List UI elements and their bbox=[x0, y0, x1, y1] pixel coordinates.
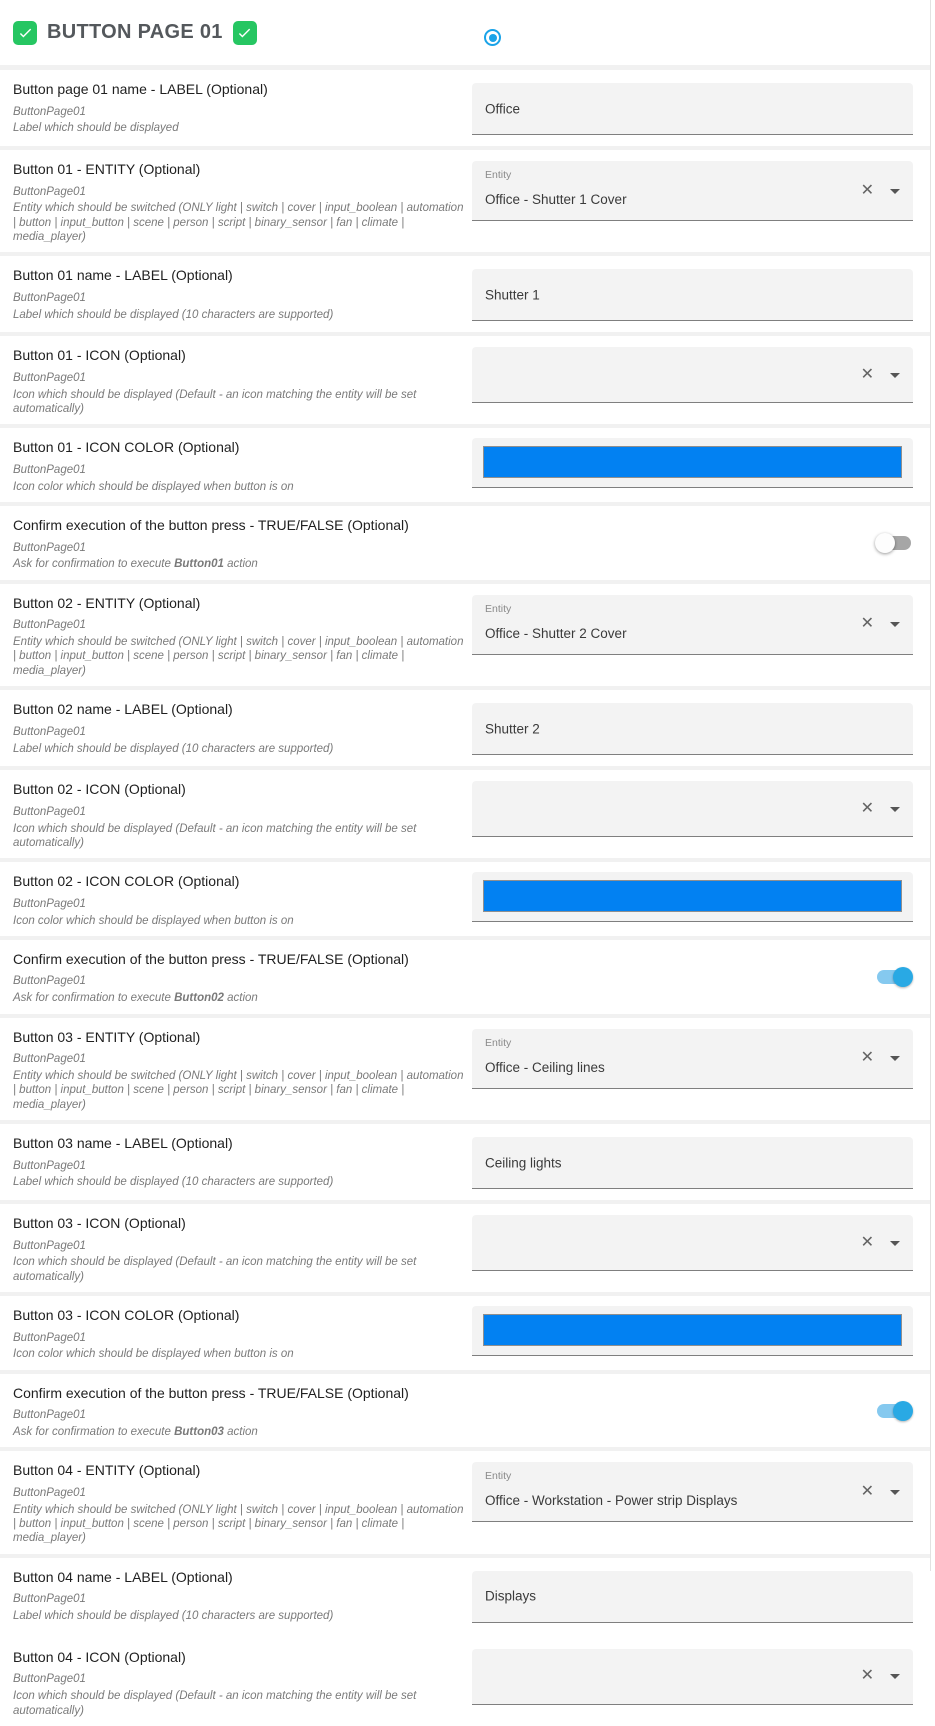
setting-field-area bbox=[472, 256, 913, 332]
setting-text-block bbox=[13, 517, 465, 572]
setting-field-area bbox=[472, 690, 913, 766]
setting-title: Button 02 - ICON COLOR (Optional) bbox=[13, 873, 240, 890]
setting-title: Button 03 - ENTITY (Optional) bbox=[13, 1028, 201, 1045]
input-field[interactable] bbox=[472, 1137, 913, 1189]
field-value: Shutter 1 bbox=[485, 287, 540, 303]
setting-subtitle: ButtonPage01 bbox=[13, 291, 86, 304]
setting-subtitle: ButtonPage01 bbox=[13, 1673, 86, 1686]
setting-text-block bbox=[13, 1569, 465, 1624]
settings-row-entity bbox=[0, 1451, 930, 1553]
dropdown-arrow-icon[interactable] bbox=[890, 1674, 900, 1679]
setting-title: Button 02 name - LABEL (Optional) bbox=[13, 701, 233, 718]
input-field[interactable] bbox=[472, 1215, 913, 1271]
setting-text-block bbox=[13, 1215, 465, 1284]
setting-description-text: Icon color which should be displayed when button is on bbox=[13, 1348, 294, 1361]
setting-description-bold: Button01 bbox=[174, 558, 224, 571]
setting-description-text: Entity which should be switched (ONLY light | switch | cover | input_boolean | automation | button | input_button | scene | person | script | binary_sensor | fan | climate | media_player) bbox=[13, 1503, 464, 1545]
setting-text-block bbox=[13, 781, 465, 850]
toggle-switch[interactable] bbox=[875, 1401, 913, 1421]
setting-description-text: Entity which should be switched (ONLY light | switch | cover | input_boolean | automation | button | input_button | scene | person | script | binary_sensor | fan | climate | media_player) bbox=[13, 1069, 464, 1111]
setting-subtitle: ButtonPage01 bbox=[13, 541, 86, 554]
input-field[interactable] bbox=[472, 703, 913, 755]
setting-description bbox=[13, 822, 465, 851]
setting-text-block bbox=[13, 1307, 465, 1362]
setting-text-block bbox=[13, 81, 465, 136]
input-field[interactable] bbox=[472, 595, 913, 655]
setting-title: Button 01 - ENTITY (Optional) bbox=[13, 161, 201, 177]
setting-description bbox=[13, 121, 465, 135]
check-icon bbox=[13, 21, 37, 45]
field-floating-label: Entity bbox=[485, 602, 512, 615]
setting-description-text: Icon color which should be displayed when button is on bbox=[13, 480, 294, 493]
input-field[interactable] bbox=[472, 1306, 913, 1356]
setting-description-suffix: action bbox=[223, 992, 258, 1005]
toggle-thumb bbox=[893, 967, 913, 987]
input-field[interactable] bbox=[472, 83, 913, 135]
setting-field-area bbox=[472, 1558, 913, 1634]
clear-icon[interactable]: ✕ bbox=[860, 1049, 874, 1067]
clear-icon[interactable]: ✕ bbox=[860, 365, 874, 383]
setting-description bbox=[13, 1069, 465, 1112]
setting-description-text: Label which should be displayed (10 characters are supported) bbox=[13, 742, 334, 755]
setting-description bbox=[13, 742, 465, 756]
setting-description-text: Label which should be displayed bbox=[13, 122, 179, 135]
setting-title: Button 04 name - LABEL (Optional) bbox=[13, 1568, 233, 1585]
setting-description-text: Ask for confirmation to execute bbox=[13, 1426, 175, 1439]
radio-button-selected[interactable] bbox=[484, 29, 501, 46]
color-swatch[interactable] bbox=[483, 446, 902, 478]
setting-description-suffix: action bbox=[223, 558, 258, 571]
setting-title: Button 01 name - LABEL (Optional) bbox=[13, 267, 233, 284]
setting-field-area bbox=[472, 1296, 913, 1370]
setting-title: Confirm execution of the button press - TRUE/FALSE (Optional) bbox=[13, 950, 409, 967]
setting-subtitle: ButtonPage01 bbox=[13, 1331, 86, 1344]
field-value: Shutter 2 bbox=[485, 721, 540, 737]
setting-subtitle: ButtonPage01 bbox=[13, 463, 86, 476]
settings-row-color bbox=[0, 862, 930, 936]
field-value: Office - Workstation - Power strip Displays bbox=[485, 1493, 738, 1509]
setting-text-block bbox=[13, 873, 465, 928]
settings-list bbox=[0, 70, 930, 1726]
setting-subtitle: ButtonPage01 bbox=[13, 371, 86, 384]
setting-title: Button 03 - ICON (Optional) bbox=[13, 1215, 186, 1232]
clear-icon[interactable]: ✕ bbox=[860, 1482, 874, 1500]
setting-field-area bbox=[472, 1638, 913, 1726]
setting-description bbox=[13, 1425, 465, 1439]
clear-icon[interactable]: ✕ bbox=[860, 1233, 874, 1251]
field-floating-label: Entity bbox=[485, 169, 512, 181]
dropdown-arrow-icon[interactable] bbox=[890, 1241, 900, 1246]
clear-icon[interactable]: ✕ bbox=[860, 615, 874, 633]
setting-subtitle: ButtonPage01 bbox=[13, 1593, 86, 1606]
setting-description-bold: Button02 bbox=[174, 992, 224, 1005]
setting-title: Confirm execution of the button press - TRUE/FALSE (Optional) bbox=[13, 517, 409, 534]
setting-text-block bbox=[13, 701, 465, 756]
setting-description-text: Label which should be displayed (10 characters are supported) bbox=[13, 1176, 334, 1189]
settings-row-icon bbox=[0, 770, 930, 858]
setting-text-block bbox=[13, 439, 465, 494]
toggle-switch[interactable] bbox=[875, 967, 913, 987]
input-field[interactable] bbox=[472, 161, 913, 221]
setting-subtitle: ButtonPage01 bbox=[13, 1159, 86, 1172]
settings-row-text bbox=[0, 690, 930, 766]
setting-title: Confirm execution of the button press - TRUE/FALSE (Optional) bbox=[13, 1384, 409, 1401]
setting-description bbox=[13, 308, 465, 322]
setting-text-block bbox=[13, 161, 465, 244]
settings-row-entity bbox=[0, 150, 930, 252]
setting-title: Button 01 - ICON COLOR (Optional) bbox=[13, 439, 240, 456]
settings-row-entity bbox=[0, 584, 930, 686]
setting-description bbox=[13, 480, 465, 494]
setting-description-text: Icon color which should be displayed when button is on bbox=[13, 914, 294, 927]
setting-field-area bbox=[472, 1124, 913, 1200]
dropdown-arrow-icon[interactable] bbox=[890, 1056, 900, 1061]
setting-field-area bbox=[472, 1451, 913, 1553]
input-field[interactable] bbox=[472, 1649, 913, 1705]
check-icon bbox=[233, 21, 257, 45]
setting-field-area bbox=[472, 1374, 913, 1448]
setting-description bbox=[13, 201, 465, 244]
setting-field-area bbox=[472, 770, 913, 858]
setting-description-suffix: action bbox=[223, 1426, 258, 1439]
setting-description-text: Icon which should be displayed (Default - an icon matching the entity will be set automatically) bbox=[13, 1256, 417, 1283]
settings-row-color bbox=[0, 1296, 930, 1370]
setting-title: Button 04 - ENTITY (Optional) bbox=[13, 1462, 201, 1479]
settings-row-icon bbox=[0, 1638, 930, 1726]
setting-description-text: Entity which should be switched (ONLY light | switch | cover | input_boolean | automation | button | input_button | scene | person | script | binary_sensor | fan | climate | media_player) bbox=[13, 202, 464, 244]
setting-text-block bbox=[13, 347, 465, 416]
dropdown-arrow-icon[interactable] bbox=[890, 1490, 900, 1495]
setting-description-text: Ask for confirmation to execute bbox=[13, 558, 175, 571]
settings-row-text bbox=[0, 256, 930, 332]
settings-row-toggle bbox=[0, 940, 930, 1014]
settings-row-icon bbox=[0, 1204, 930, 1292]
input-field[interactable] bbox=[472, 872, 913, 922]
setting-subtitle: ButtonPage01 bbox=[13, 1486, 86, 1499]
setting-description-text: Icon which should be displayed (Default - an icon matching the entity will be set automatically) bbox=[13, 388, 417, 416]
setting-description-text: Icon which should be displayed (Default - an icon matching the entity will be set automatically) bbox=[13, 822, 417, 849]
setting-description bbox=[13, 1175, 465, 1189]
setting-subtitle: ButtonPage01 bbox=[13, 897, 86, 910]
setting-description bbox=[13, 635, 465, 678]
setting-description bbox=[13, 1255, 465, 1284]
input-field[interactable] bbox=[472, 269, 913, 321]
input-field[interactable] bbox=[472, 347, 913, 403]
dropdown-arrow-icon[interactable] bbox=[890, 807, 900, 812]
color-swatch[interactable] bbox=[483, 880, 902, 912]
setting-field-area bbox=[472, 1204, 913, 1292]
settings-row-entity bbox=[0, 1018, 930, 1120]
page-title: BUTTON PAGE 01 bbox=[47, 21, 223, 43]
setting-description bbox=[13, 1503, 465, 1546]
setting-text-block bbox=[13, 1462, 465, 1545]
setting-subtitle: ButtonPage01 bbox=[13, 1053, 86, 1066]
setting-text-block bbox=[13, 1385, 465, 1440]
setting-field-area bbox=[472, 336, 913, 424]
setting-text-block bbox=[13, 1649, 465, 1718]
input-field[interactable] bbox=[472, 1571, 913, 1623]
setting-title: Button 02 - ENTITY (Optional) bbox=[13, 594, 201, 611]
setting-title: Button 03 name - LABEL (Optional) bbox=[13, 1135, 233, 1152]
setting-description bbox=[13, 1347, 465, 1361]
field-floating-label: Entity bbox=[485, 1470, 512, 1483]
field-value: Office - Ceiling lines bbox=[485, 1059, 605, 1075]
settings-row-text bbox=[0, 1558, 930, 1634]
setting-description-text: Entity which should be switched (ONLY light | switch | cover | input_boolean | automation | button | input_button | scene | person | script | binary_sensor | fan | climate | media_player) bbox=[13, 636, 464, 677]
input-field[interactable] bbox=[472, 1462, 913, 1522]
toggle-thumb bbox=[875, 533, 895, 553]
dropdown-arrow-icon[interactable] bbox=[890, 622, 900, 627]
setting-description bbox=[13, 557, 465, 571]
field-floating-label: Entity bbox=[485, 1036, 512, 1049]
setting-text-block bbox=[13, 1135, 465, 1190]
page-header bbox=[0, 0, 930, 65]
setting-description bbox=[13, 388, 465, 417]
input-field[interactable] bbox=[472, 1029, 913, 1089]
clear-icon[interactable]: ✕ bbox=[860, 181, 874, 199]
setting-field-area bbox=[472, 70, 913, 146]
toggle-switch[interactable] bbox=[875, 533, 913, 553]
settings-row-color bbox=[0, 428, 930, 502]
color-swatch[interactable] bbox=[483, 1314, 902, 1346]
setting-description-text: Ask for confirmation to execute bbox=[13, 992, 175, 1005]
setting-subtitle: ButtonPage01 bbox=[13, 975, 86, 988]
setting-description-text: Icon which should be displayed (Default - an icon matching the entity will be set automatically) bbox=[13, 1690, 417, 1717]
setting-title: Button 04 - ICON (Optional) bbox=[13, 1648, 186, 1665]
setting-field-area bbox=[472, 940, 913, 1014]
settings-row-toggle bbox=[0, 506, 930, 580]
setting-description bbox=[13, 1609, 465, 1623]
setting-subtitle: ButtonPage01 bbox=[13, 805, 86, 818]
settings-row-text bbox=[0, 70, 930, 146]
setting-field-area bbox=[472, 1018, 913, 1120]
setting-title: Button 03 - ICON COLOR (Optional) bbox=[13, 1307, 240, 1324]
setting-description bbox=[13, 991, 465, 1005]
clear-icon[interactable]: ✕ bbox=[860, 1667, 874, 1685]
setting-subtitle: ButtonPage01 bbox=[13, 1239, 86, 1252]
setting-field-area bbox=[472, 150, 913, 252]
settings-row-toggle bbox=[0, 1374, 930, 1448]
radio-dot-icon bbox=[489, 34, 497, 42]
field-value: Office bbox=[485, 101, 521, 116]
setting-description-text: Label which should be displayed (10 characters are supported) bbox=[13, 308, 334, 321]
setting-text-block bbox=[13, 951, 465, 1006]
setting-subtitle: ButtonPage01 bbox=[13, 619, 86, 632]
setting-description-text: Label which should be displayed (10 characters are supported) bbox=[13, 1610, 334, 1623]
setting-field-area bbox=[472, 862, 913, 936]
input-field[interactable] bbox=[472, 438, 913, 488]
setting-subtitle: ButtonPage01 bbox=[13, 105, 86, 118]
dropdown-arrow-icon[interactable] bbox=[890, 373, 900, 378]
clear-icon[interactable]: ✕ bbox=[860, 799, 874, 817]
setting-description-bold: Button03 bbox=[174, 1426, 224, 1439]
setting-title: Button 01 - ICON (Optional) bbox=[13, 347, 186, 364]
setting-description bbox=[13, 914, 465, 928]
setting-text-block bbox=[13, 1029, 465, 1112]
setting-title: Button page 01 name - LABEL (Optional) bbox=[13, 81, 268, 97]
setting-field-area bbox=[472, 584, 913, 686]
setting-subtitle: ButtonPage01 bbox=[13, 1409, 86, 1422]
field-value: Office - Shutter 1 Cover bbox=[485, 192, 627, 207]
setting-text-block bbox=[13, 595, 465, 678]
setting-field-area bbox=[472, 428, 913, 502]
settings-row-text bbox=[0, 1124, 930, 1200]
field-value: Ceiling lights bbox=[485, 1155, 562, 1171]
setting-field-area bbox=[472, 506, 913, 580]
setting-subtitle: ButtonPage01 bbox=[13, 725, 86, 738]
field-value: Displays bbox=[485, 1588, 537, 1604]
setting-subtitle: ButtonPage01 bbox=[13, 185, 86, 198]
settings-row-icon bbox=[0, 336, 930, 424]
input-field[interactable] bbox=[472, 781, 913, 837]
setting-title: Button 02 - ICON (Optional) bbox=[13, 781, 186, 798]
dropdown-arrow-icon[interactable] bbox=[890, 189, 900, 194]
setting-description bbox=[13, 1689, 465, 1718]
field-value: Office - Shutter 2 Cover bbox=[485, 625, 627, 641]
setting-text-block bbox=[13, 267, 465, 322]
toggle-thumb bbox=[893, 1401, 913, 1421]
